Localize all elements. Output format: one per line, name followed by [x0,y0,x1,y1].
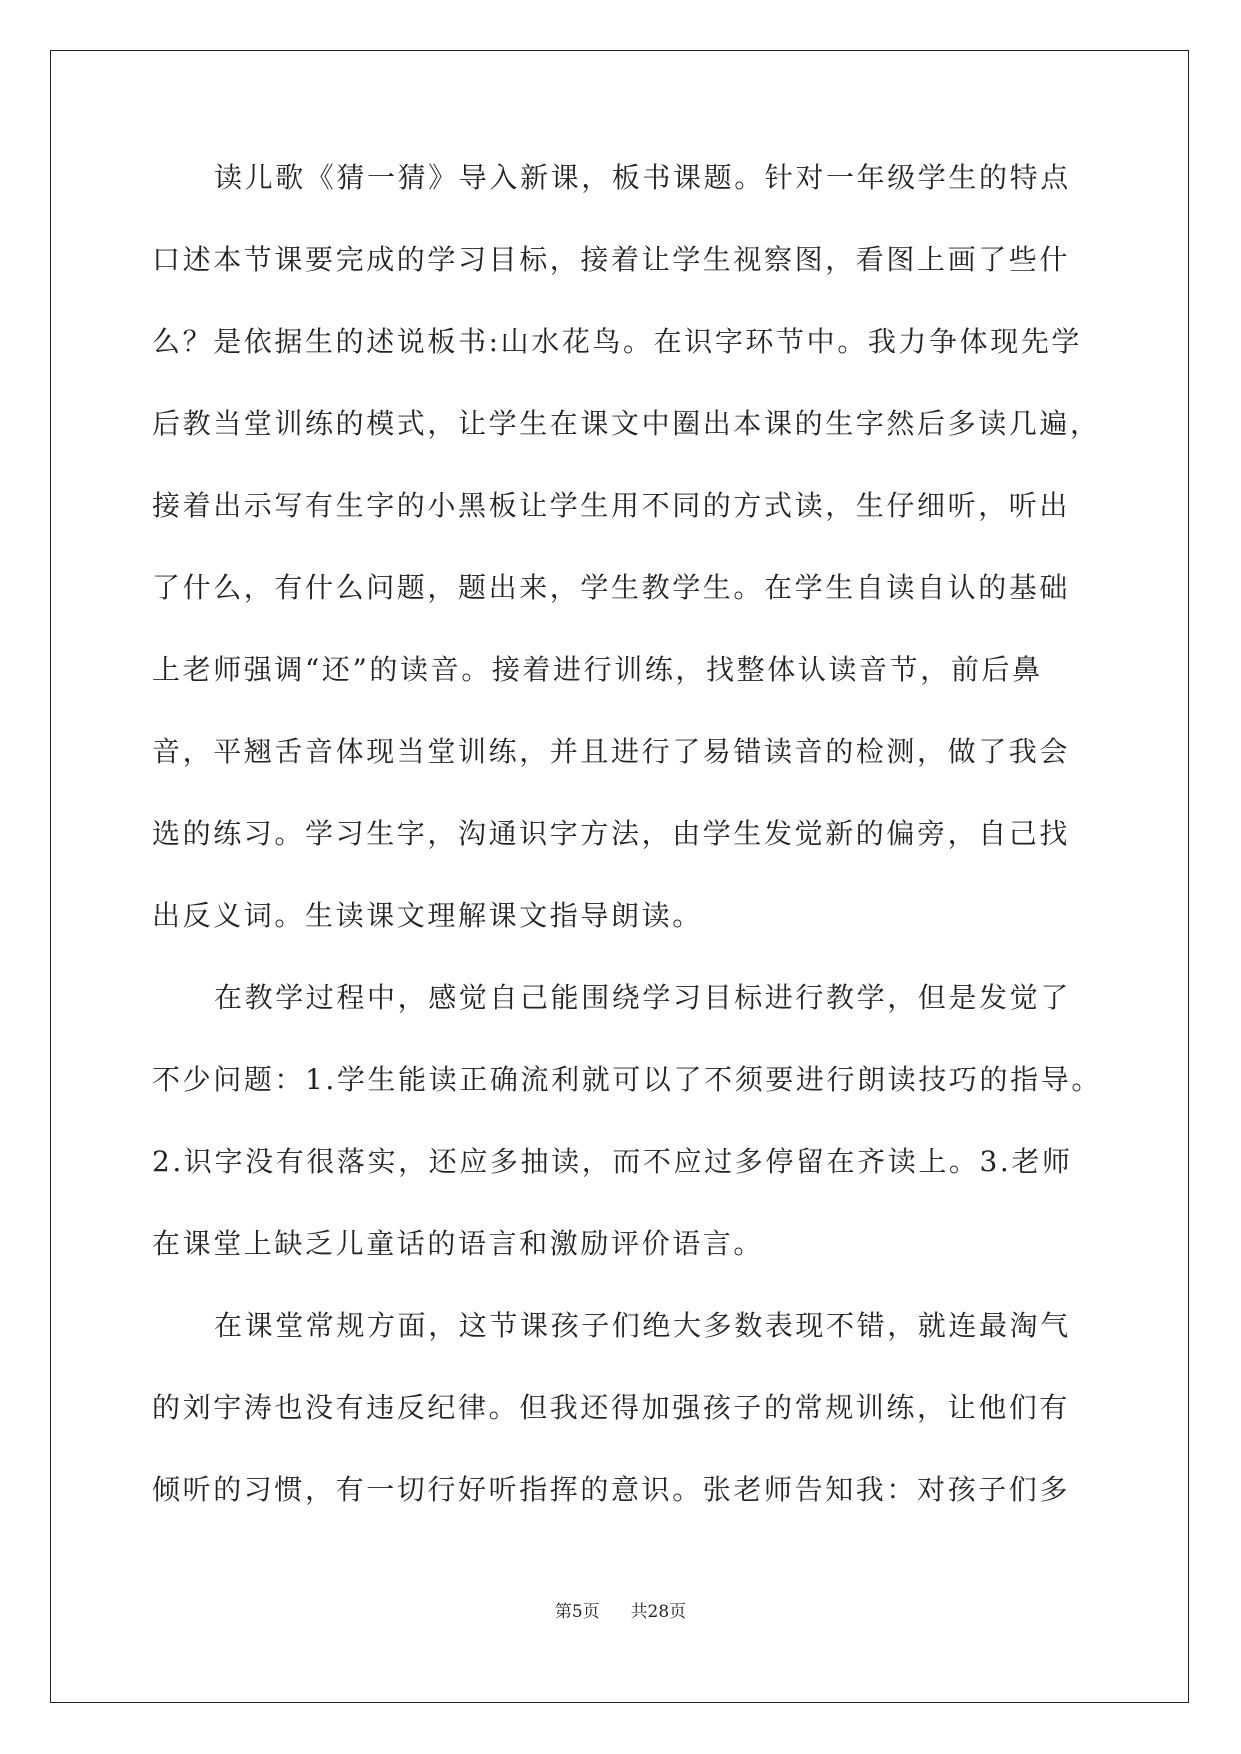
text-line: 音，平翘舌音体现当堂训练，并且进行了易错读音的检测，做了我会 [152,735,1071,768]
text-line: 在教学过程中，感觉自己能围绕学习目标进行教学，但是发觉了 [214,981,1071,1014]
page-total: 共28页 [630,1602,687,1622]
text-line: 倾听的习惯，有一切行好听指挥的意识。张老师告知我：对孩子们多 [152,1473,1071,1506]
text-line: 读儿歌《猜一猜》导入新课，板书课题。针对一年级学生的特点 [214,161,1071,194]
text-line: 选的练习。学习生字，沟通识字方法，由学生发觉新的偏旁，自己找 [152,817,1071,850]
text-line: 在课堂上缺乏儿童话的语言和激励评价语言。 [152,1227,765,1260]
text-line: 后教当堂训练的模式，让学生在课文中圈出本课的生字然后多读几遍， [152,407,1101,440]
paragraph-intro-lesson [152,158,1101,978]
page-footer [0,1597,1241,1622]
text-line: 的刘宇涛也没有违反纪律。但我还得加强孩子的常规训练，让他们有 [152,1391,1071,1424]
page-number: 第5页 [554,1602,600,1622]
text-line: 2.识字没有很落实，还应多抽读，而不应过多停留在齐读上。3.老师 [152,1145,1073,1178]
paragraph-problems [152,978,1102,1306]
text-line: 么？是依据生的述说板书:山水花鸟。在识字环节中。我力争体现先学 [152,325,1083,358]
text-line: 了什么，有什么问题，题出来，学生教学生。在学生自读自认的基础 [152,571,1071,604]
document-body [152,158,1102,1552]
text-line: 出反义词。生读课文理解课文指导朗读。 [152,899,703,932]
paragraph-classroom-routine [152,1306,1092,1552]
text-line: 口述本节课要完成的学习目标，接着让学生视察图，看图上画了些什 [152,243,1071,276]
text-line: 接着出示写有生字的小黑板让学生用不同的方式读，生仔细听，听出 [152,489,1071,522]
text-line: 在课堂常规方面，这节课孩子们绝大多数表现不错，就连最淘气 [214,1309,1071,1342]
text-line: 上老师强调“还”的读音。接着进行训练，找整体认读音节，前后鼻 [152,653,1043,686]
text-line: 不少问题：1.学生能读正确流利就可以了不须要进行朗读技巧的指导。 [152,1063,1102,1096]
